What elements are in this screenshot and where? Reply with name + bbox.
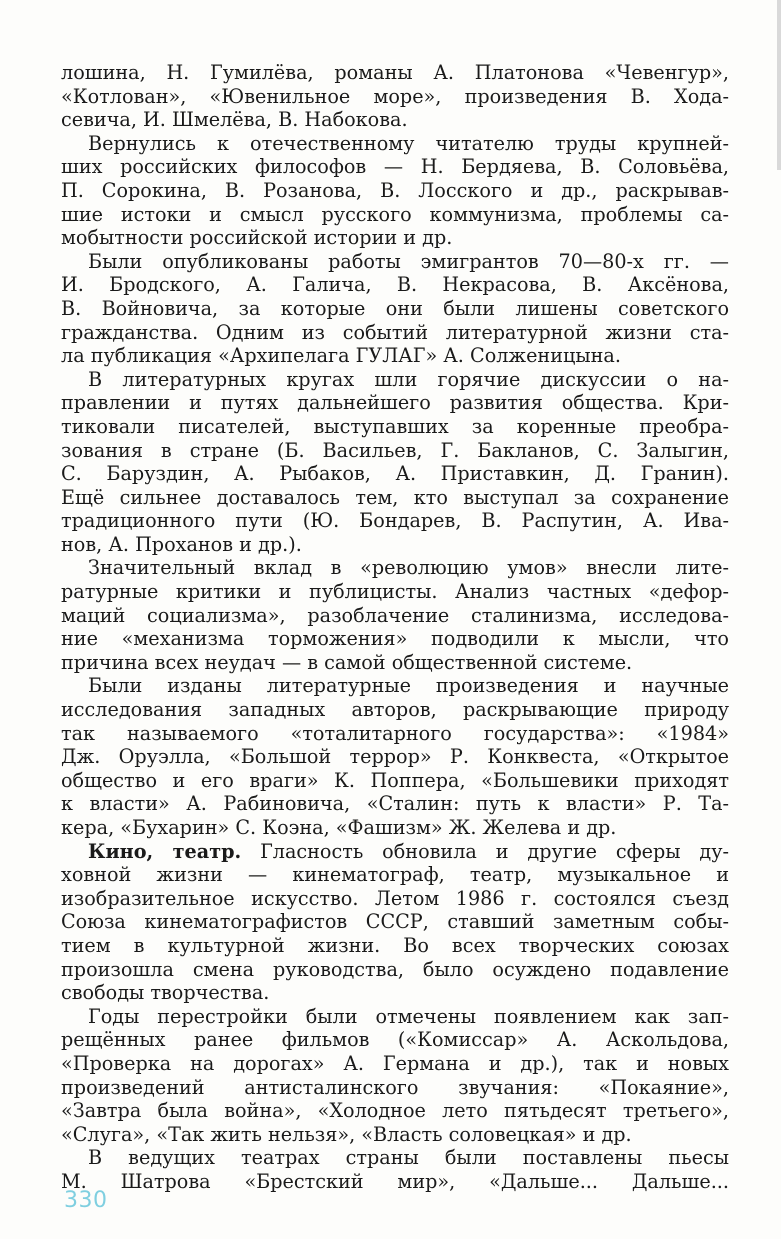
text-line	[61, 85, 729, 109]
text-line-content: зования в стране (Б. Васильев, Г. Бакланов, С. Залыгин,	[61, 438, 729, 462]
text-line	[61, 674, 729, 698]
text-line	[61, 61, 729, 85]
text-line-content: П. Сорокина, В. Розанова, В. Лосского и др., раскрывав-	[61, 178, 729, 202]
text-line-content: ших российских философов — Н. Бердяева, В. Соловьёва,	[61, 155, 729, 179]
text-line-content: ратурные критики и публицисты. Анализ частных «дефор-	[61, 580, 729, 604]
text-line	[61, 816, 729, 840]
text-line	[61, 132, 729, 156]
text-line-content: ла публикация «Архипелага ГУЛАГ» А. Солженицына.	[61, 344, 621, 368]
text-line-content: правлении и путях дальнейшего развития общества. Кри-	[61, 391, 729, 415]
body-text	[61, 61, 729, 1194]
text-line	[61, 486, 729, 510]
text-line-content: «Котлован», «Ювенильное море», произведения В. Хода-	[61, 84, 729, 108]
page-number: 330	[64, 1188, 108, 1213]
text-line-content: к власти» А. Рабиновича, «Сталин: путь к власти» Р. Та-	[61, 792, 729, 816]
text-line-content: тиковали писателей, выступавших за коренные преобра-	[61, 414, 729, 438]
text-line	[61, 108, 729, 132]
text-line-content: традиционного пути (Ю. Бондарев, В. Распутин, А. Ива-	[61, 509, 729, 533]
text-line	[61, 651, 729, 675]
text-line	[61, 179, 729, 203]
text-line-content: Дж. Оруэлла, «Большой террор» Р. Конквеста, «Открытое	[61, 745, 729, 769]
text-line-content: маций социализма», разоблачение сталинизма, исследова-	[61, 603, 729, 627]
text-line	[61, 155, 729, 179]
text-line	[61, 934, 729, 958]
text-line-content: так называемого «тоталитарного государства»: «1984»	[61, 721, 729, 745]
text-line	[61, 1076, 729, 1100]
text-line	[61, 887, 729, 911]
text-line-content: В литературных кругах шли горячие дискуссии о на-	[88, 367, 729, 391]
text-line	[61, 863, 729, 887]
text-line-content: севича, И. Шмелёва, В. Набокова.	[61, 108, 408, 132]
text-line-content: шие истоки и смысл русского коммунизма, проблемы са-	[61, 202, 729, 226]
text-line-content: Годы перестройки были отмечены появлением как зап-	[88, 1004, 729, 1028]
text-line	[61, 250, 729, 274]
text-line-content: М. Шатрова «Брестский мир», «Дальше... Дальше...	[61, 1169, 729, 1193]
text-line-content: нов, А. Проханов и др.).	[61, 532, 302, 556]
text-line-content: «Слуга», «Так жить нельзя», «Власть соловецкая» и др.	[61, 1122, 632, 1146]
text-line	[61, 627, 729, 651]
text-line	[61, 462, 729, 486]
text-line	[61, 745, 729, 769]
text-line	[61, 556, 729, 580]
text-line-content: исследования западных авторов, раскрывающие природу	[61, 698, 729, 722]
text-line-content: общество и его враги» К. Поппера, «Большевики приходят	[61, 768, 729, 792]
text-line-content: произошла смена руководства, было осуждено подавление	[61, 957, 729, 981]
text-line-content: Гласность обновила и другие сферы ду-	[241, 839, 729, 863]
text-line	[61, 1005, 729, 1029]
text-line-content: кера, «Бухарин» С. Коэна, «Фашизм» Ж. Желева и др.	[61, 816, 617, 839]
section-heading: Кино, театр.	[88, 839, 242, 863]
text-line	[61, 297, 729, 321]
text-line	[61, 981, 729, 1005]
page-edge-shadow	[777, 0, 781, 170]
text-line	[61, 698, 729, 722]
text-line-content: изобразительное искусство. Летом 1986 г. состоялся съезд	[61, 886, 729, 910]
text-line	[61, 910, 729, 934]
text-line	[61, 840, 729, 864]
text-line-content: ние «механизма торможения» подводили к мысли, что	[61, 627, 729, 651]
text-line	[61, 203, 729, 227]
text-line	[61, 1146, 729, 1170]
text-line-content: мобытности российской истории и др.	[61, 226, 453, 250]
text-line-content: произведений антисталинского звучания: «Покаяние»,	[61, 1075, 729, 1099]
text-line	[61, 533, 729, 557]
text-line-content: В ведущих театрах страны были поставлены пьесы	[88, 1146, 729, 1170]
text-line-content: «Завтра была война», «Холодное лето пятьдесят третьего»,	[61, 1099, 729, 1123]
text-line	[61, 1052, 729, 1076]
text-line	[61, 1028, 729, 1052]
text-line	[61, 769, 729, 793]
text-line-content: С. Баруздин, А. Рыбаков, А. Приставкин, Д. Гранин).	[61, 462, 729, 486]
text-line	[61, 1099, 729, 1123]
text-line-content: Союза кинематографистов СССР, ставший заметным собы-	[61, 910, 729, 934]
text-line-content: свободы творчества.	[61, 981, 270, 1005]
text-line	[61, 580, 729, 604]
text-line-content: гражданства. Одним из событий литературной жизни ста-	[61, 320, 729, 344]
text-line-content: ховной жизни — кинематограф, театр, музыкальное и	[61, 863, 729, 887]
text-line	[61, 321, 729, 345]
text-line-content: Значительный вклад в «революцию умов» внесли лите-	[88, 556, 729, 580]
text-line	[61, 509, 729, 533]
text-line	[61, 604, 729, 628]
text-line-content: тием в культурной жизни. Во всех творческих союзах	[61, 933, 729, 957]
text-line	[61, 273, 729, 297]
text-line	[61, 415, 729, 439]
text-line-content: Были опубликованы работы эмигрантов 70—80-х гг. —	[88, 249, 729, 273]
text-line-content: Вернулись к отечественному читателю труды крупней-	[88, 131, 729, 155]
text-line	[61, 344, 729, 368]
text-line-content: И. Бродского, А. Галича, В. Некрасова, В. Аксёнова,	[61, 273, 729, 297]
text-line	[61, 722, 729, 746]
text-line-content: Были изданы литературные произведения и научные	[88, 674, 729, 698]
text-line-content: причина всех неудач — в самой общественной системе.	[61, 650, 633, 674]
text-line-content: «Проверка на дорогах» А. Германа и др.), так и новых	[61, 1051, 729, 1075]
text-line	[61, 1170, 729, 1194]
text-line	[61, 439, 729, 463]
text-line	[61, 1123, 729, 1147]
text-line-content: Ещё сильнее доставалось тем, кто выступал за сохранение	[61, 485, 729, 509]
text-line	[61, 958, 729, 982]
text-line	[61, 792, 729, 816]
text-line-content: рещённых ранее фильмов («Комиссар» А. Аскольдова,	[61, 1028, 729, 1052]
text-line	[61, 391, 729, 415]
text-line-content: лошина, Н. Гумилёва, романы А. Платонова «Чевенгур»,	[61, 61, 729, 84]
text-line	[61, 368, 729, 392]
text-line	[61, 226, 729, 250]
text-line-content: В. Войновича, за которые они были лишены советского	[61, 296, 729, 320]
